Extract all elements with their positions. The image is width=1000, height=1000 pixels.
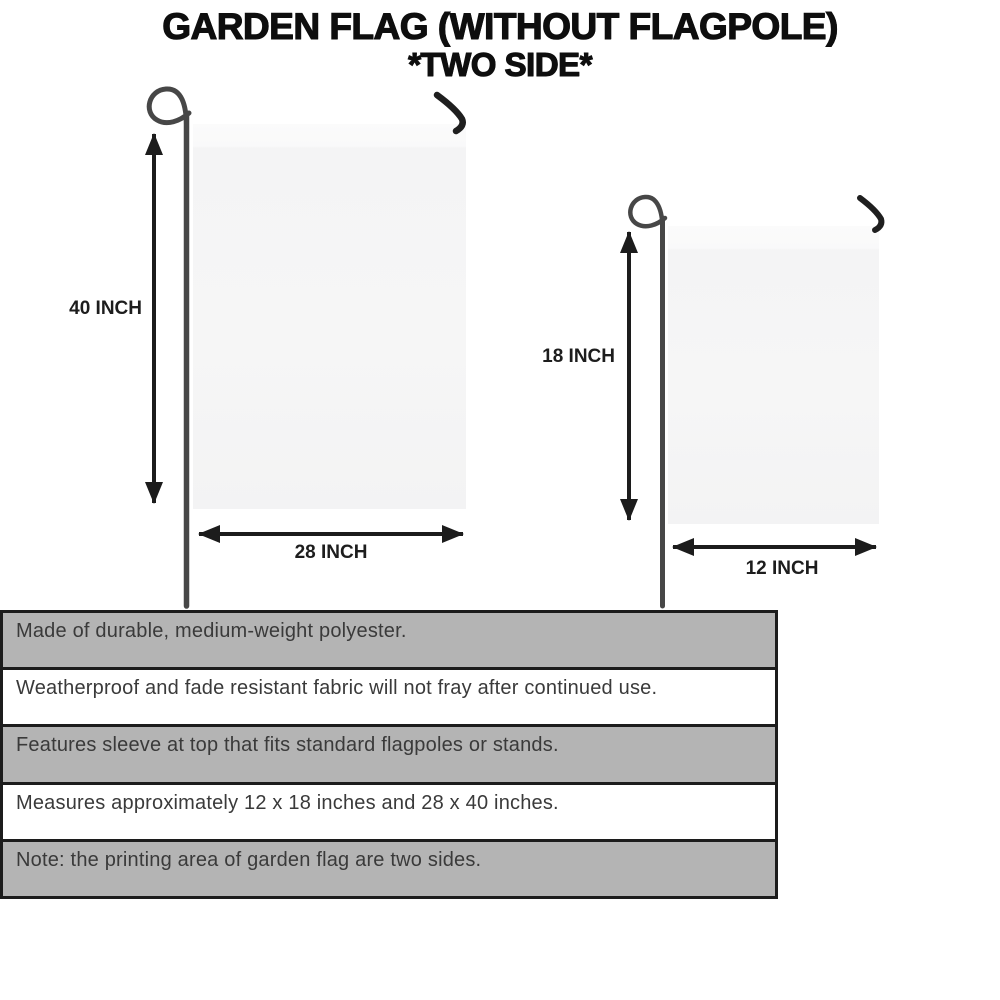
features-table bbox=[0, 610, 778, 899]
title-line-1: GARDEN FLAG (WITHOUT FLAGPOLE) bbox=[162, 6, 838, 47]
large-flag-height-label: 40 INCH bbox=[69, 298, 142, 319]
small-garden-flag bbox=[668, 226, 879, 524]
feature-row: Note: the printing area of garden flag are two sides. bbox=[3, 839, 775, 896]
large-garden-flag bbox=[193, 124, 466, 509]
feature-row: Weatherproof and fade resistant fabric will not fray after continued use. bbox=[3, 667, 775, 724]
feature-row: Made of durable, medium-weight polyester. bbox=[3, 613, 775, 667]
page-title bbox=[0, 6, 1000, 84]
feature-row: Features sleeve at top that fits standard flagpoles or stands. bbox=[3, 724, 775, 781]
small-flag-width-label: 12 INCH bbox=[745, 558, 819, 579]
small-flagpole-icon bbox=[630, 197, 665, 606]
feature-row: Measures approximately 12 x 18 inches and 28 x 40 inches. bbox=[3, 782, 775, 839]
title-line-2: *TWO SIDE* bbox=[408, 46, 592, 84]
small-flag-height-label: 18 INCH bbox=[542, 346, 615, 367]
large-flagpole-icon bbox=[149, 89, 189, 606]
large-flag-width-label: 28 INCH bbox=[294, 542, 368, 563]
